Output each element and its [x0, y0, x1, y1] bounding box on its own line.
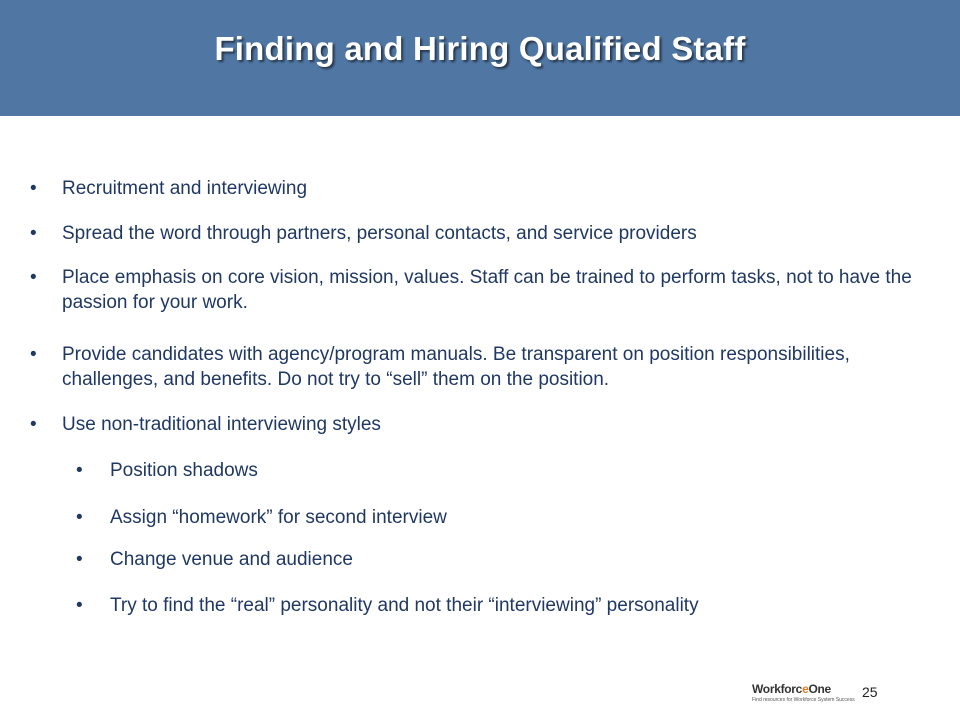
bullet-item: [30, 342, 932, 392]
bullet-item: [30, 176, 942, 201]
logo-tagline: Find resources for Workforce System Success: [752, 697, 855, 703]
bullet-dot-icon: •: [30, 267, 37, 288]
sub-bullet-item: [76, 547, 930, 572]
bullet-text: Recruitment and interviewing: [62, 178, 308, 199]
bullet-dot-icon: •: [30, 223, 37, 244]
bullet-text: Assign “homework” for second interview: [110, 507, 447, 528]
bullet-text: Use non-traditional interviewing styles: [62, 414, 381, 435]
bullet-text: Position shadows: [110, 460, 258, 481]
bullet-text: Place emphasis on core vision, mission, values. Staff can be trained to perform tasks, not to have the passion for your work.: [62, 267, 912, 313]
bullet-dot-icon: •: [30, 178, 37, 199]
bullet-dot-icon: •: [76, 507, 83, 528]
workforce-one-logo: [752, 682, 862, 708]
bullet-dot-icon: •: [76, 549, 83, 570]
bullet-item: [30, 221, 942, 246]
bullet-dot-icon: •: [30, 344, 37, 365]
bullet-text: Change venue and audience: [110, 549, 353, 570]
bullet-text: Try to find the “real” personality and not their “interviewing” personality: [110, 595, 699, 616]
slide-title: Finding and Hiring Qualified Staff: [214, 30, 746, 67]
bullet-item: [30, 412, 942, 437]
bullet-text: Spread the word through partners, personal contacts, and service providers: [62, 223, 697, 244]
bullet-dot-icon: •: [76, 460, 83, 481]
bullet-dot-icon: •: [76, 595, 83, 616]
bullet-text: Provide candidates with agency/program manuals. Be transparent on position responsibilities, challenges, and benefits. Do not try to “sell” them on the position.: [62, 344, 850, 390]
page-number: 25: [862, 684, 878, 700]
logo-wordmark: WorkforceOne: [752, 682, 831, 696]
logo-mark-icon: e: [802, 682, 809, 696]
bullet-item: [30, 265, 912, 315]
sub-bullet-item: [76, 593, 930, 618]
sub-bullet-item: [76, 505, 930, 530]
bullet-dot-icon: •: [30, 414, 37, 435]
sub-bullet-item: [76, 458, 930, 483]
